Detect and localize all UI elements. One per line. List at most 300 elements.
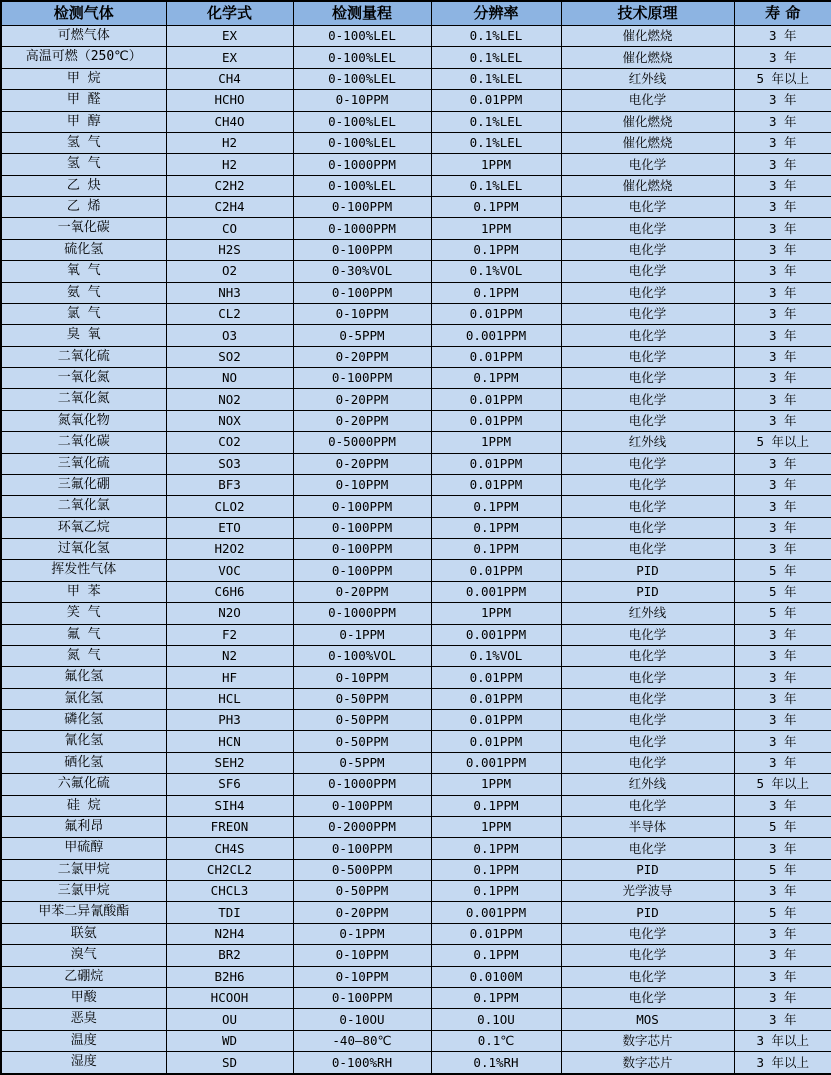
cell-resolution: 0.1%LEL bbox=[431, 47, 561, 68]
cell-principle: 电化学 bbox=[561, 795, 734, 816]
cell-lifespan: 3 年 bbox=[734, 645, 831, 666]
cell-lifespan: 5 年 bbox=[734, 581, 831, 602]
cell-resolution: 0.01PPM bbox=[431, 389, 561, 410]
cell-range: 0-20PPM bbox=[293, 453, 431, 474]
cell-gas: 磷化氢 bbox=[1, 710, 166, 731]
cell-principle: 光学波导 bbox=[561, 881, 734, 902]
table-row bbox=[1, 474, 831, 495]
cell-gas: 甲 苯 bbox=[1, 581, 166, 602]
cell-principle: 电化学 bbox=[561, 197, 734, 218]
cell-gas: 甲 醇 bbox=[1, 111, 166, 132]
cell-resolution: 0.1PPM bbox=[431, 881, 561, 902]
cell-formula: CH4O bbox=[166, 111, 293, 132]
cell-range: 0-100%LEL bbox=[293, 68, 431, 89]
cell-range: 0-1PPM bbox=[293, 923, 431, 944]
cell-resolution: 0.1PPM bbox=[431, 517, 561, 538]
cell-resolution: 0.01PPM bbox=[431, 303, 561, 324]
table-row bbox=[1, 368, 831, 389]
cell-principle: 电化学 bbox=[561, 325, 734, 346]
cell-range: 0-100PPM bbox=[293, 987, 431, 1008]
cell-gas: 氯 气 bbox=[1, 303, 166, 324]
cell-lifespan: 5 年 bbox=[734, 859, 831, 880]
cell-lifespan: 3 年 bbox=[734, 945, 831, 966]
cell-resolution: 0.001PPM bbox=[431, 752, 561, 773]
column-header-formula: 化学式 bbox=[166, 1, 293, 26]
cell-lifespan: 3 年 bbox=[734, 517, 831, 538]
cell-principle: 电化学 bbox=[561, 667, 734, 688]
table-row bbox=[1, 26, 831, 47]
cell-lifespan: 3 年 bbox=[734, 539, 831, 560]
cell-formula: BF3 bbox=[166, 474, 293, 495]
table-row bbox=[1, 432, 831, 453]
cell-gas: 硫化氢 bbox=[1, 239, 166, 260]
cell-principle: 电化学 bbox=[561, 624, 734, 645]
cell-gas: 氯化氢 bbox=[1, 688, 166, 709]
cell-range: 0-100%RH bbox=[293, 1052, 431, 1075]
cell-resolution: 0.0100M bbox=[431, 966, 561, 987]
cell-lifespan: 3 年 bbox=[734, 261, 831, 282]
cell-resolution: 0.1%VOL bbox=[431, 645, 561, 666]
cell-range: 0-100%VOL bbox=[293, 645, 431, 666]
cell-lifespan: 3 年 bbox=[734, 881, 831, 902]
cell-gas: 溴气 bbox=[1, 945, 166, 966]
cell-principle: 电化学 bbox=[561, 688, 734, 709]
cell-principle: 电化学 bbox=[561, 923, 734, 944]
cell-gas: 氢 气 bbox=[1, 154, 166, 175]
cell-lifespan: 3 年 bbox=[734, 838, 831, 859]
cell-principle: 电化学 bbox=[561, 90, 734, 111]
cell-formula: VOC bbox=[166, 560, 293, 581]
cell-lifespan: 5 年以上 bbox=[734, 432, 831, 453]
cell-range: 0-20PPM bbox=[293, 902, 431, 923]
table-row bbox=[1, 346, 831, 367]
cell-resolution: 0.1PPM bbox=[431, 239, 561, 260]
cell-gas: 笑 气 bbox=[1, 603, 166, 624]
cell-lifespan: 3 年 bbox=[734, 325, 831, 346]
cell-range: 0-30%VOL bbox=[293, 261, 431, 282]
cell-formula: CO bbox=[166, 218, 293, 239]
cell-range: 0-100%LEL bbox=[293, 175, 431, 196]
cell-resolution: 0.1%RH bbox=[431, 1052, 561, 1075]
table-row bbox=[1, 645, 831, 666]
cell-lifespan: 3 年 bbox=[734, 239, 831, 260]
table-row bbox=[1, 603, 831, 624]
cell-gas: 二氧化碳 bbox=[1, 432, 166, 453]
table-row bbox=[1, 731, 831, 752]
cell-gas: 氟利昂 bbox=[1, 816, 166, 837]
cell-principle: 电化学 bbox=[561, 987, 734, 1008]
cell-formula: SO2 bbox=[166, 346, 293, 367]
table-row bbox=[1, 261, 831, 282]
table-row bbox=[1, 197, 831, 218]
table-row bbox=[1, 859, 831, 880]
cell-resolution: 1PPM bbox=[431, 154, 561, 175]
cell-resolution: 0.001PPM bbox=[431, 902, 561, 923]
cell-resolution: 0.001PPM bbox=[431, 581, 561, 602]
cell-resolution: 0.01PPM bbox=[431, 410, 561, 431]
cell-principle: 电化学 bbox=[561, 517, 734, 538]
cell-formula: N2H4 bbox=[166, 923, 293, 944]
cell-resolution: 0.01PPM bbox=[431, 346, 561, 367]
table-row bbox=[1, 752, 831, 773]
cell-gas: 六氟化硫 bbox=[1, 774, 166, 795]
cell-gas: 三氟化硼 bbox=[1, 474, 166, 495]
table-row bbox=[1, 389, 831, 410]
cell-lifespan: 3 年以上 bbox=[734, 1052, 831, 1075]
cell-lifespan: 3 年 bbox=[734, 368, 831, 389]
cell-gas: 二氧化氯 bbox=[1, 496, 166, 517]
table-row bbox=[1, 539, 831, 560]
cell-principle: 电化学 bbox=[561, 239, 734, 260]
cell-principle: 红外线 bbox=[561, 774, 734, 795]
cell-resolution: 0.01PPM bbox=[431, 688, 561, 709]
cell-range: 0-100%LEL bbox=[293, 132, 431, 153]
cell-formula: B2H6 bbox=[166, 966, 293, 987]
table-header-row bbox=[1, 1, 831, 26]
cell-lifespan: 3 年 bbox=[734, 47, 831, 68]
cell-principle: 电化学 bbox=[561, 346, 734, 367]
cell-principle: 催化燃烧 bbox=[561, 47, 734, 68]
cell-lifespan: 3 年 bbox=[734, 282, 831, 303]
cell-gas: 二氯甲烷 bbox=[1, 859, 166, 880]
cell-gas: 硒化氢 bbox=[1, 752, 166, 773]
table-row bbox=[1, 987, 831, 1008]
cell-range: 0-100PPM bbox=[293, 496, 431, 517]
table-row bbox=[1, 624, 831, 645]
table-row bbox=[1, 47, 831, 68]
cell-principle: MOS bbox=[561, 1009, 734, 1030]
table-row bbox=[1, 90, 831, 111]
cell-resolution: 0.1PPM bbox=[431, 987, 561, 1008]
cell-formula: H2 bbox=[166, 132, 293, 153]
cell-lifespan: 3 年 bbox=[734, 197, 831, 218]
table-row bbox=[1, 282, 831, 303]
cell-range: -40—80℃ bbox=[293, 1030, 431, 1051]
cell-range: 0-5PPM bbox=[293, 752, 431, 773]
cell-formula: C2H4 bbox=[166, 197, 293, 218]
table-row bbox=[1, 774, 831, 795]
cell-gas: 氮氧化物 bbox=[1, 410, 166, 431]
cell-formula: CHCL3 bbox=[166, 881, 293, 902]
cell-gas: 联氨 bbox=[1, 923, 166, 944]
table-row bbox=[1, 410, 831, 431]
cell-gas: 二氧化硫 bbox=[1, 346, 166, 367]
cell-resolution: 0.1PPM bbox=[431, 838, 561, 859]
cell-resolution: 0.1℃ bbox=[431, 1030, 561, 1051]
cell-formula: PH3 bbox=[166, 710, 293, 731]
table-row bbox=[1, 111, 831, 132]
cell-lifespan: 3 年 bbox=[734, 111, 831, 132]
cell-formula: EX bbox=[166, 26, 293, 47]
cell-formula: SIH4 bbox=[166, 795, 293, 816]
cell-resolution: 0.001PPM bbox=[431, 624, 561, 645]
cell-resolution: 1PPM bbox=[431, 816, 561, 837]
cell-range: 0-5000PPM bbox=[293, 432, 431, 453]
table-row bbox=[1, 303, 831, 324]
cell-resolution: 0.1PPM bbox=[431, 197, 561, 218]
cell-formula: SF6 bbox=[166, 774, 293, 795]
cell-resolution: 0.01PPM bbox=[431, 710, 561, 731]
table-row bbox=[1, 453, 831, 474]
cell-lifespan: 3 年 bbox=[734, 218, 831, 239]
table-row bbox=[1, 966, 831, 987]
cell-lifespan: 3 年 bbox=[734, 1009, 831, 1030]
cell-lifespan: 3 年 bbox=[734, 410, 831, 431]
cell-resolution: 0.1OU bbox=[431, 1009, 561, 1030]
cell-gas: 硅 烷 bbox=[1, 795, 166, 816]
cell-principle: 电化学 bbox=[561, 154, 734, 175]
cell-gas: 乙 炔 bbox=[1, 175, 166, 196]
cell-principle: 电化学 bbox=[561, 218, 734, 239]
table-header bbox=[1, 1, 831, 26]
cell-range: 0-20PPM bbox=[293, 346, 431, 367]
table-row bbox=[1, 667, 831, 688]
cell-lifespan: 3 年 bbox=[734, 346, 831, 367]
cell-range: 0-100%LEL bbox=[293, 47, 431, 68]
cell-resolution: 0.1PPM bbox=[431, 368, 561, 389]
cell-formula: C2H2 bbox=[166, 175, 293, 196]
table-row bbox=[1, 838, 831, 859]
table-row bbox=[1, 560, 831, 581]
table-row bbox=[1, 945, 831, 966]
cell-formula: H2S bbox=[166, 239, 293, 260]
cell-formula: HF bbox=[166, 667, 293, 688]
table-row bbox=[1, 688, 831, 709]
cell-gas: 可燃气体 bbox=[1, 26, 166, 47]
cell-range: 0-10PPM bbox=[293, 474, 431, 495]
cell-gas: 湿度 bbox=[1, 1052, 166, 1075]
cell-formula: HCN bbox=[166, 731, 293, 752]
cell-formula: H2 bbox=[166, 154, 293, 175]
cell-range: 0-10OU bbox=[293, 1009, 431, 1030]
cell-range: 0-1000PPM bbox=[293, 774, 431, 795]
cell-formula: SD bbox=[166, 1052, 293, 1075]
cell-principle: 电化学 bbox=[561, 752, 734, 773]
cell-resolution: 0.1PPM bbox=[431, 945, 561, 966]
column-header-gas: 检测气体 bbox=[1, 1, 166, 26]
table-row bbox=[1, 325, 831, 346]
cell-formula: F2 bbox=[166, 624, 293, 645]
cell-range: 0-1000PPM bbox=[293, 603, 431, 624]
cell-gas: 臭 氧 bbox=[1, 325, 166, 346]
cell-formula: CH4 bbox=[166, 68, 293, 89]
table-row bbox=[1, 816, 831, 837]
cell-principle: 催化燃烧 bbox=[561, 175, 734, 196]
table-row bbox=[1, 154, 831, 175]
cell-lifespan: 3 年 bbox=[734, 688, 831, 709]
table-row bbox=[1, 132, 831, 153]
cell-formula: NH3 bbox=[166, 282, 293, 303]
cell-resolution: 0.1%LEL bbox=[431, 132, 561, 153]
cell-lifespan: 3 年 bbox=[734, 923, 831, 944]
cell-range: 0-50PPM bbox=[293, 731, 431, 752]
cell-range: 0-10PPM bbox=[293, 667, 431, 688]
cell-range: 0-100PPM bbox=[293, 197, 431, 218]
cell-principle: 电化学 bbox=[561, 368, 734, 389]
cell-principle: 电化学 bbox=[561, 453, 734, 474]
table-row bbox=[1, 1009, 831, 1030]
cell-formula: NO bbox=[166, 368, 293, 389]
cell-resolution: 0.1%LEL bbox=[431, 26, 561, 47]
cell-range: 0-500PPM bbox=[293, 859, 431, 880]
cell-gas: 一氧化碳 bbox=[1, 218, 166, 239]
cell-gas: 恶臭 bbox=[1, 1009, 166, 1030]
cell-lifespan: 5 年以上 bbox=[734, 774, 831, 795]
cell-principle: 催化燃烧 bbox=[561, 132, 734, 153]
cell-range: 0-100PPM bbox=[293, 838, 431, 859]
cell-lifespan: 5 年 bbox=[734, 603, 831, 624]
cell-lifespan: 3 年 bbox=[734, 303, 831, 324]
cell-lifespan: 3 年以上 bbox=[734, 1030, 831, 1051]
table-body bbox=[1, 26, 831, 1075]
cell-formula: CLO2 bbox=[166, 496, 293, 517]
cell-formula: N2 bbox=[166, 645, 293, 666]
cell-principle: 电化学 bbox=[561, 474, 734, 495]
cell-range: 0-100PPM bbox=[293, 539, 431, 560]
column-header-resolution: 分辨率 bbox=[431, 1, 561, 26]
cell-lifespan: 5 年 bbox=[734, 816, 831, 837]
table-row bbox=[1, 175, 831, 196]
cell-principle: 电化学 bbox=[561, 389, 734, 410]
cell-principle: 电化学 bbox=[561, 645, 734, 666]
cell-formula: NO2 bbox=[166, 389, 293, 410]
table-row bbox=[1, 517, 831, 538]
cell-range: 0-50PPM bbox=[293, 881, 431, 902]
cell-resolution: 0.01PPM bbox=[431, 474, 561, 495]
cell-lifespan: 3 年 bbox=[734, 966, 831, 987]
cell-lifespan: 3 年 bbox=[734, 90, 831, 111]
cell-principle: 红外线 bbox=[561, 68, 734, 89]
cell-principle: PID bbox=[561, 859, 734, 880]
cell-gas: 乙硼烷 bbox=[1, 966, 166, 987]
cell-gas: 氧 气 bbox=[1, 261, 166, 282]
cell-gas: 一氧化氮 bbox=[1, 368, 166, 389]
cell-resolution: 0.01PPM bbox=[431, 923, 561, 944]
cell-resolution: 1PPM bbox=[431, 432, 561, 453]
cell-formula: CL2 bbox=[166, 303, 293, 324]
cell-principle: 数字芯片 bbox=[561, 1030, 734, 1051]
cell-formula: HCOOH bbox=[166, 987, 293, 1008]
cell-lifespan: 3 年 bbox=[734, 474, 831, 495]
cell-resolution: 0.01PPM bbox=[431, 667, 561, 688]
cell-resolution: 0.1%LEL bbox=[431, 111, 561, 132]
cell-lifespan: 5 年 bbox=[734, 560, 831, 581]
table-row bbox=[1, 923, 831, 944]
cell-gas: 挥发性气体 bbox=[1, 560, 166, 581]
cell-resolution: 0.1%LEL bbox=[431, 68, 561, 89]
cell-lifespan: 3 年 bbox=[734, 987, 831, 1008]
cell-formula: SO3 bbox=[166, 453, 293, 474]
cell-range: 0-100PPM bbox=[293, 560, 431, 581]
cell-range: 0-100%LEL bbox=[293, 111, 431, 132]
cell-range: 0-100PPM bbox=[293, 368, 431, 389]
cell-principle: PID bbox=[561, 581, 734, 602]
cell-principle: 电化学 bbox=[561, 838, 734, 859]
cell-resolution: 0.01PPM bbox=[431, 90, 561, 111]
cell-gas: 三氯甲烷 bbox=[1, 881, 166, 902]
cell-principle: 电化学 bbox=[561, 710, 734, 731]
cell-formula: HCHO bbox=[166, 90, 293, 111]
cell-range: 0-2000PPM bbox=[293, 816, 431, 837]
cell-range: 0-20PPM bbox=[293, 581, 431, 602]
cell-principle: 电化学 bbox=[561, 945, 734, 966]
cell-lifespan: 3 年 bbox=[734, 752, 831, 773]
cell-lifespan: 5 年以上 bbox=[734, 68, 831, 89]
cell-formula: NOX bbox=[166, 410, 293, 431]
cell-gas: 甲 醛 bbox=[1, 90, 166, 111]
cell-formula: CH4S bbox=[166, 838, 293, 859]
cell-gas: 甲 烷 bbox=[1, 68, 166, 89]
column-header-principle: 技术原理 bbox=[561, 1, 734, 26]
cell-resolution: 0.1PPM bbox=[431, 539, 561, 560]
table-row bbox=[1, 496, 831, 517]
cell-principle: 催化燃烧 bbox=[561, 111, 734, 132]
cell-resolution: 0.01PPM bbox=[431, 731, 561, 752]
cell-formula: H2O2 bbox=[166, 539, 293, 560]
cell-lifespan: 3 年 bbox=[734, 26, 831, 47]
table-row bbox=[1, 1052, 831, 1075]
cell-formula: FREON bbox=[166, 816, 293, 837]
cell-principle: 催化燃烧 bbox=[561, 26, 734, 47]
cell-gas: 高温可燃（250℃） bbox=[1, 47, 166, 68]
cell-lifespan: 3 年 bbox=[734, 667, 831, 688]
cell-lifespan: 3 年 bbox=[734, 496, 831, 517]
cell-principle: 电化学 bbox=[561, 539, 734, 560]
cell-gas: 氮 气 bbox=[1, 645, 166, 666]
cell-gas: 温度 bbox=[1, 1030, 166, 1051]
cell-principle: 电化学 bbox=[561, 496, 734, 517]
cell-range: 0-100%LEL bbox=[293, 26, 431, 47]
cell-formula: EX bbox=[166, 47, 293, 68]
cell-lifespan: 3 年 bbox=[734, 731, 831, 752]
table-row bbox=[1, 68, 831, 89]
cell-range: 0-20PPM bbox=[293, 389, 431, 410]
cell-resolution: 0.01PPM bbox=[431, 560, 561, 581]
cell-formula: N2O bbox=[166, 603, 293, 624]
table-row bbox=[1, 239, 831, 260]
cell-gas: 氨 气 bbox=[1, 282, 166, 303]
cell-resolution: 0.001PPM bbox=[431, 325, 561, 346]
cell-range: 0-100PPM bbox=[293, 239, 431, 260]
cell-formula: TDI bbox=[166, 902, 293, 923]
cell-principle: 数字芯片 bbox=[561, 1052, 734, 1075]
cell-range: 0-1PPM bbox=[293, 624, 431, 645]
cell-formula: OU bbox=[166, 1009, 293, 1030]
cell-range: 0-100PPM bbox=[293, 517, 431, 538]
cell-principle: 电化学 bbox=[561, 282, 734, 303]
cell-lifespan: 3 年 bbox=[734, 154, 831, 175]
cell-resolution: 0.01PPM bbox=[431, 453, 561, 474]
cell-resolution: 1PPM bbox=[431, 218, 561, 239]
cell-principle: 红外线 bbox=[561, 432, 734, 453]
cell-formula: SEH2 bbox=[166, 752, 293, 773]
cell-principle: 电化学 bbox=[561, 966, 734, 987]
cell-formula: WD bbox=[166, 1030, 293, 1051]
cell-gas: 二氧化氮 bbox=[1, 389, 166, 410]
cell-resolution: 0.1PPM bbox=[431, 859, 561, 880]
cell-lifespan: 3 年 bbox=[734, 132, 831, 153]
cell-principle: PID bbox=[561, 560, 734, 581]
cell-gas: 氟化氢 bbox=[1, 667, 166, 688]
cell-range: 0-10PPM bbox=[293, 966, 431, 987]
table-row bbox=[1, 710, 831, 731]
table-row bbox=[1, 881, 831, 902]
cell-resolution: 1PPM bbox=[431, 603, 561, 624]
cell-gas: 甲苯二异氰酸酯 bbox=[1, 902, 166, 923]
column-header-lifespan: 寿 命 bbox=[734, 1, 831, 26]
cell-lifespan: 3 年 bbox=[734, 795, 831, 816]
column-header-range: 检测量程 bbox=[293, 1, 431, 26]
